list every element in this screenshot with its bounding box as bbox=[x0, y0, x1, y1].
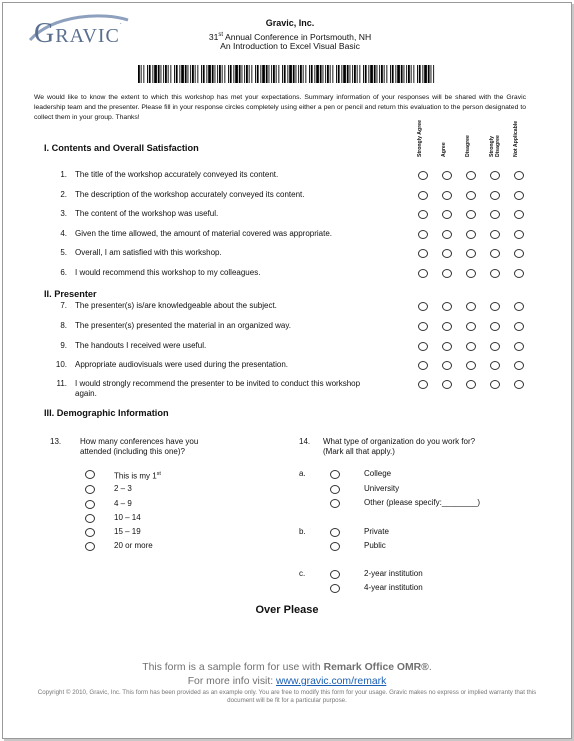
barcode-bar bbox=[338, 65, 340, 83]
barcode-bar bbox=[233, 65, 234, 83]
barcode-bar bbox=[246, 65, 248, 83]
response-bubble[interactable] bbox=[490, 269, 500, 278]
barcode-bar bbox=[185, 65, 187, 83]
response-bubble[interactable] bbox=[466, 361, 476, 370]
response-bubble[interactable] bbox=[418, 342, 428, 351]
q13-number: 13. bbox=[50, 437, 62, 446]
response-bubble[interactable] bbox=[442, 191, 452, 200]
barcode-bar bbox=[390, 65, 391, 83]
barcode-bar bbox=[255, 65, 256, 83]
response-bubble[interactable] bbox=[442, 210, 452, 219]
barcode-bar bbox=[309, 65, 310, 83]
response-bubble[interactable] bbox=[418, 322, 428, 331]
barcode-bar bbox=[201, 65, 202, 83]
barcode-bar bbox=[266, 65, 268, 83]
option-bubble[interactable] bbox=[85, 528, 95, 537]
q14-group-label: c. bbox=[299, 569, 306, 578]
response-bubble[interactable] bbox=[418, 269, 428, 278]
barcode-bar bbox=[284, 65, 286, 83]
barcode-bar bbox=[404, 65, 405, 83]
response-bubble[interactable] bbox=[490, 361, 500, 370]
q14-option-label: 2-year institution bbox=[364, 569, 423, 578]
response-bubble[interactable] bbox=[442, 342, 452, 351]
response-bubble[interactable] bbox=[490, 380, 500, 389]
response-bubble[interactable] bbox=[514, 191, 524, 200]
response-bubble[interactable] bbox=[490, 171, 500, 180]
option-bubble[interactable] bbox=[85, 485, 95, 494]
response-bubble[interactable] bbox=[442, 249, 452, 258]
barcode-bar bbox=[357, 65, 358, 83]
barcode-bar bbox=[203, 65, 205, 83]
response-bubble[interactable] bbox=[490, 191, 500, 200]
response-bubble[interactable] bbox=[514, 210, 524, 219]
barcode-bar bbox=[235, 65, 238, 83]
barcode-bar bbox=[341, 65, 342, 83]
question-number: 9. bbox=[60, 341, 67, 350]
option-bubble[interactable] bbox=[330, 499, 340, 508]
response-bubble[interactable] bbox=[514, 342, 524, 351]
column-header-1: Strongly Agree bbox=[417, 120, 423, 157]
barcode-bar bbox=[327, 65, 329, 83]
response-bubble[interactable] bbox=[442, 380, 452, 389]
barcode-bar bbox=[249, 65, 250, 83]
barcode-bar bbox=[271, 65, 272, 83]
question-number: 5. bbox=[60, 248, 67, 257]
barcode bbox=[138, 65, 436, 83]
question-text: The description of the workshop accurately conveyed its content. bbox=[75, 190, 305, 199]
q13-option-label: 10 – 14 bbox=[114, 513, 141, 522]
question-number: 11. bbox=[56, 379, 67, 388]
response-bubble[interactable] bbox=[442, 302, 452, 311]
q13-option-label: 4 – 9 bbox=[114, 499, 132, 508]
response-bubble[interactable] bbox=[418, 171, 428, 180]
option-bubble[interactable] bbox=[85, 500, 95, 509]
barcode-bar bbox=[413, 65, 414, 83]
barcode-bar bbox=[433, 65, 434, 83]
barcode-bar bbox=[323, 65, 324, 83]
option-bubble[interactable] bbox=[330, 528, 340, 537]
response-bubble[interactable] bbox=[418, 361, 428, 370]
section-1-title: I. Contents and Overall Satisfaction bbox=[44, 143, 199, 153]
response-bubble[interactable] bbox=[442, 269, 452, 278]
option-bubble[interactable] bbox=[85, 514, 95, 523]
q14-option-label: 4-year institution bbox=[364, 583, 423, 592]
barcode-bar bbox=[192, 65, 194, 83]
barcode-bar bbox=[293, 65, 295, 83]
footer-line-2: For more info visit: www.gravic.com/remark bbox=[187, 676, 387, 687]
barcode-bar bbox=[222, 65, 223, 83]
response-bubble[interactable] bbox=[466, 171, 476, 180]
barcode-bar bbox=[350, 65, 351, 83]
barcode-bar bbox=[260, 65, 261, 83]
barcode-bar bbox=[320, 65, 322, 83]
over-please: Over Please bbox=[255, 604, 319, 616]
barcode-bar bbox=[143, 65, 144, 83]
option-bubble[interactable] bbox=[330, 470, 340, 479]
barcode-bar bbox=[401, 65, 403, 83]
q14-option-label: Public bbox=[364, 541, 386, 550]
question-text: The handouts I received were useful. bbox=[75, 341, 207, 350]
response-bubble[interactable] bbox=[418, 380, 428, 389]
barcode-bar bbox=[325, 65, 326, 83]
question-number: 3. bbox=[60, 209, 67, 218]
response-bubble[interactable] bbox=[466, 230, 476, 239]
question-text: The title of the workshop accurately conveyed its content. bbox=[75, 170, 279, 179]
option-bubble[interactable] bbox=[330, 584, 340, 593]
response-bubble[interactable] bbox=[466, 302, 476, 311]
barcode-bar bbox=[365, 65, 367, 83]
barcode-bar bbox=[298, 65, 299, 83]
option-bubble[interactable] bbox=[85, 542, 95, 551]
barcode-bar bbox=[165, 65, 167, 83]
question-number: 7. bbox=[60, 301, 67, 310]
question-number: 10. bbox=[55, 360, 67, 369]
barcode-bar bbox=[314, 65, 315, 83]
barcode-bar bbox=[158, 65, 160, 83]
barcode-bar bbox=[330, 65, 331, 83]
barcode-bar bbox=[149, 65, 151, 83]
barcode-bar bbox=[251, 65, 252, 83]
column-header-2: Agree bbox=[441, 142, 447, 157]
barcode-bar bbox=[368, 65, 369, 83]
question-number: 8. bbox=[60, 321, 67, 330]
q14-option-label: Other (please specify:________) bbox=[364, 498, 481, 507]
barcode-bar bbox=[219, 65, 221, 83]
barcode-bar bbox=[152, 65, 153, 83]
barcode-bar bbox=[230, 65, 232, 83]
barcode-bar bbox=[278, 65, 279, 83]
q14-group-label: a. bbox=[299, 469, 306, 478]
barcode-bar bbox=[374, 65, 376, 83]
barcode-bar bbox=[276, 65, 277, 83]
barcode-bar bbox=[422, 65, 423, 83]
barcode-bar bbox=[228, 65, 229, 83]
barcode-bar bbox=[397, 65, 400, 83]
barcode-bar bbox=[188, 65, 189, 83]
barcode-bar bbox=[424, 65, 427, 83]
question-text: I would recommend this workshop to my colleagues. bbox=[75, 268, 261, 277]
barcode-bar bbox=[411, 65, 412, 83]
barcode-bar bbox=[161, 65, 162, 83]
barcode-bar bbox=[352, 65, 353, 83]
remark-link[interactable]: www.gravic.com/remark bbox=[276, 676, 387, 687]
barcode-bar bbox=[296, 65, 297, 83]
barcode-bar bbox=[300, 65, 302, 83]
barcode-bar bbox=[163, 65, 164, 83]
section-2-title: II. Presenter bbox=[44, 289, 97, 299]
response-bubble[interactable] bbox=[490, 210, 500, 219]
response-bubble[interactable] bbox=[418, 210, 428, 219]
barcode-bar bbox=[332, 65, 333, 83]
barcode-bar bbox=[244, 65, 245, 83]
question-text: Given the time allowed, the amount of material covered was appropriate. bbox=[75, 229, 333, 238]
option-bubble[interactable] bbox=[85, 470, 95, 479]
response-bubble[interactable] bbox=[514, 269, 524, 278]
response-bubble[interactable] bbox=[466, 322, 476, 331]
barcode-bar bbox=[176, 65, 178, 83]
barcode-bar bbox=[408, 65, 410, 83]
barcode-bar bbox=[395, 65, 396, 83]
barcode-bar bbox=[381, 65, 383, 83]
barcode-bar bbox=[179, 65, 180, 83]
response-bubble[interactable] bbox=[514, 230, 524, 239]
barcode-bar bbox=[138, 65, 140, 83]
response-bubble[interactable] bbox=[418, 249, 428, 258]
gravic-logo: GRAVIC. bbox=[34, 18, 123, 49]
barcode-bar bbox=[311, 65, 313, 83]
response-bubble[interactable] bbox=[490, 322, 500, 331]
question-text: Appropriate audiovisuals were used during the presentation. bbox=[75, 360, 289, 369]
barcode-bar bbox=[392, 65, 394, 83]
barcode-bar bbox=[154, 65, 157, 83]
barcode-bar bbox=[147, 65, 148, 83]
barcode-bar bbox=[359, 65, 360, 83]
q13-option-label: 15 – 19 bbox=[114, 527, 141, 536]
barcode-bar bbox=[347, 65, 349, 83]
response-bubble[interactable] bbox=[466, 342, 476, 351]
response-bubble[interactable] bbox=[466, 380, 476, 389]
response-bubble[interactable] bbox=[418, 191, 428, 200]
org-name: Gravic, Inc. bbox=[265, 18, 315, 28]
barcode-bar bbox=[431, 65, 432, 83]
section-3-title: III. Demographic Information bbox=[44, 408, 169, 418]
barcode-bar bbox=[384, 65, 385, 83]
barcode-bar bbox=[217, 65, 218, 83]
barcode-bar bbox=[417, 65, 418, 83]
column-header-4: Strongly Disagree bbox=[489, 135, 501, 157]
barcode-bar bbox=[212, 65, 214, 83]
q13-text: How many conferences have you attended (including this one)? bbox=[80, 437, 199, 456]
barcode-bar bbox=[168, 65, 169, 83]
q14-option-label: University bbox=[364, 484, 400, 493]
column-header-5: Not Applicable bbox=[513, 120, 519, 157]
conference-title: 31st Annual Conference in Portsmouth, NH bbox=[208, 31, 372, 42]
response-bubble[interactable] bbox=[442, 322, 452, 331]
column-header-3: Disagree bbox=[465, 135, 471, 157]
barcode-bar bbox=[273, 65, 275, 83]
barcode-bar bbox=[170, 65, 171, 83]
barcode-bar bbox=[197, 65, 198, 83]
response-bubble[interactable] bbox=[514, 171, 524, 180]
question-text: I would strongly recommend the presenter to be invited to conduct this workshop again. bbox=[75, 379, 361, 398]
response-bubble[interactable] bbox=[442, 361, 452, 370]
response-bubble[interactable] bbox=[418, 302, 428, 311]
barcode-bar bbox=[282, 65, 283, 83]
barcode-bar bbox=[215, 65, 216, 83]
barcode-bar bbox=[289, 65, 292, 83]
barcode-bar bbox=[363, 65, 364, 83]
barcode-bar bbox=[316, 65, 319, 83]
q13-option-label: 20 or more bbox=[114, 541, 153, 550]
barcode-bar bbox=[257, 65, 259, 83]
barcode-bar bbox=[206, 65, 207, 83]
barcode-bar bbox=[195, 65, 196, 83]
barcode-bar bbox=[343, 65, 346, 83]
barcode-bar bbox=[239, 65, 241, 83]
question-text: The presenter(s) is/are knowledgeable about the subject. bbox=[75, 301, 277, 310]
barcode-bar bbox=[269, 65, 270, 83]
barcode-bar bbox=[190, 65, 191, 83]
barcode-bar bbox=[406, 65, 407, 83]
q14-group-label: b. bbox=[299, 527, 306, 536]
q14-text: What type of organization do you work for? (Mark all that apply.) bbox=[323, 437, 476, 456]
barcode-bar bbox=[386, 65, 387, 83]
barcode-bar bbox=[377, 65, 378, 83]
barcode-bar bbox=[262, 65, 265, 83]
course-title: An Introduction to Excel Visual Basic bbox=[220, 41, 360, 51]
barcode-bar bbox=[181, 65, 184, 83]
question-number: 6. bbox=[60, 268, 67, 277]
response-bubble[interactable] bbox=[442, 230, 452, 239]
response-bubble[interactable] bbox=[490, 302, 500, 311]
question-text: The presenter(s) presented the material in an organized way. bbox=[75, 321, 291, 330]
barcode-bar bbox=[379, 65, 380, 83]
question-text: The content of the workshop was useful. bbox=[75, 209, 219, 218]
barcode-bar bbox=[370, 65, 373, 83]
barcode-bar bbox=[141, 65, 142, 83]
barcode-bar bbox=[242, 65, 243, 83]
response-bubble[interactable] bbox=[514, 380, 524, 389]
response-bubble[interactable] bbox=[514, 322, 524, 331]
question-number: 4. bbox=[60, 229, 67, 238]
barcode-bar bbox=[419, 65, 421, 83]
barcode-bar bbox=[224, 65, 225, 83]
response-bubble[interactable] bbox=[514, 249, 524, 258]
option-bubble[interactable] bbox=[330, 542, 340, 551]
footer-line-1: This form is a sample form for use with Remark Office OMR®. bbox=[142, 662, 432, 673]
question-number: 2. bbox=[60, 190, 67, 199]
q13-option-label: This is my 1st bbox=[114, 471, 161, 481]
option-bubble[interactable] bbox=[330, 485, 340, 494]
copyright-notice: Copyright © 2010, Gravic, Inc. This form has been provided as an example only. You are free to modify this form for your usage. Gravic makes no express or implied warranty that this document will be fit for a particular purpose. bbox=[37, 689, 537, 704]
response-bubble[interactable] bbox=[466, 249, 476, 258]
q14-option-label: College bbox=[364, 469, 392, 478]
barcode-bar bbox=[208, 65, 211, 83]
barcode-bar bbox=[303, 65, 304, 83]
q14-option-label: Private bbox=[364, 527, 389, 536]
response-bubble[interactable] bbox=[466, 191, 476, 200]
barcode-bar bbox=[428, 65, 430, 83]
q13-option-label: 2 – 3 bbox=[114, 484, 132, 493]
response-bubble[interactable] bbox=[514, 302, 524, 311]
response-bubble[interactable] bbox=[418, 230, 428, 239]
response-bubble[interactable] bbox=[490, 230, 500, 239]
option-bubble[interactable] bbox=[330, 570, 340, 579]
barcode-bar bbox=[174, 65, 175, 83]
question-number: 1. bbox=[60, 170, 67, 179]
q14-number: 14. bbox=[299, 437, 311, 446]
intro-paragraph: We would like to know the extent to which this workshop has met your expectations. Summary information of your responses will be shared with the Gravic leadership team and the presenter. Please fill in your response circles completely using either a pen or pencil and return this evaluation to the person designated to collect them in your group. Thanks! bbox=[34, 94, 526, 122]
response-bubble[interactable] bbox=[514, 361, 524, 370]
barcode-bar bbox=[305, 65, 306, 83]
response-bubble[interactable] bbox=[490, 342, 500, 351]
question-text: Overall, I am satisfied with this workshop. bbox=[75, 248, 222, 257]
barcode-bar bbox=[287, 65, 288, 83]
response-bubble[interactable] bbox=[466, 269, 476, 278]
response-bubble[interactable] bbox=[490, 249, 500, 258]
barcode-bar bbox=[336, 65, 337, 83]
barcode-bar bbox=[354, 65, 356, 83]
response-bubble[interactable] bbox=[442, 171, 452, 180]
response-bubble[interactable] bbox=[466, 210, 476, 219]
